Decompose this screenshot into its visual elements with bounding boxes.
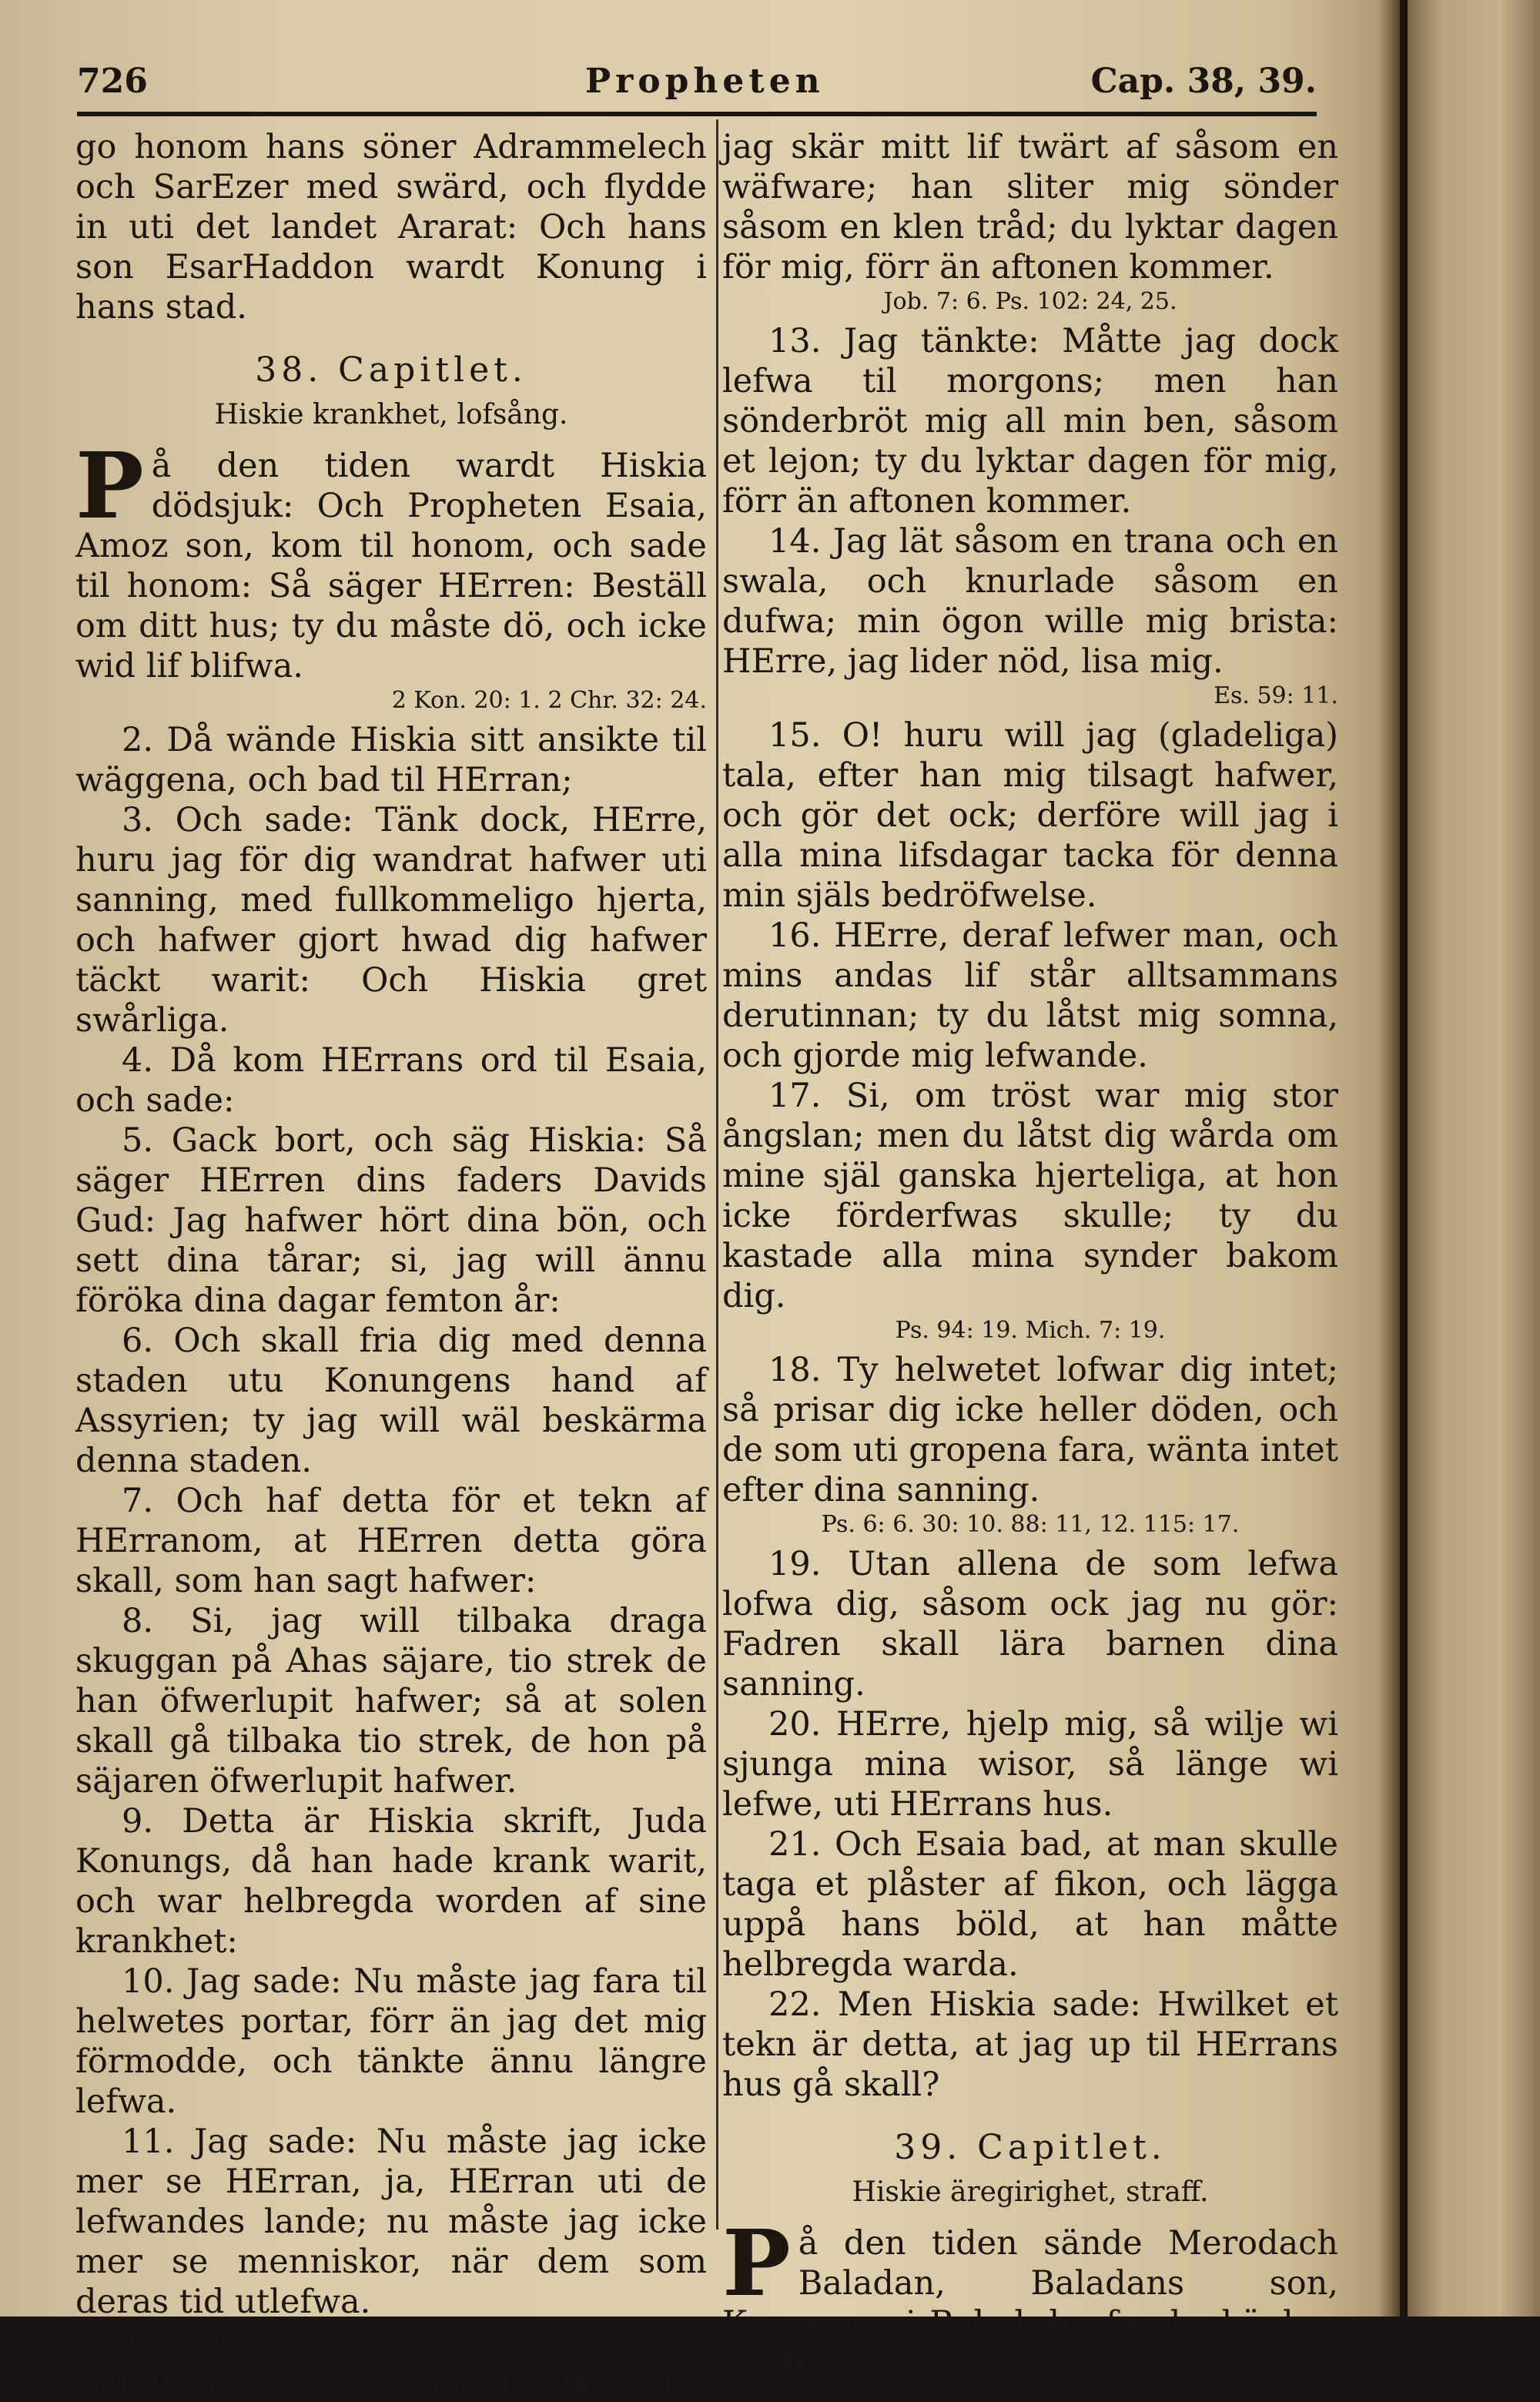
verse-13: 13. Jag tänkte: Måtte jag dock lefwa til morgons; men han sönderbröt mig all min ben, såsom et lejon; ty du lyktar dagen för mig, förr än aftonen kommer. — [722, 322, 1338, 521]
verse-15: 15. O! huru will jag (gladeliga) tala, efter han mig tilsagt hafwer, och gör det ock; derföre will jag i alla mina lifsdagar tacka för denna min själs bedröfwelse. — [722, 716, 1338, 915]
cross-reference: Ps. 94: 19. Mich. 7: 19. — [895, 1317, 1166, 1344]
verse-text: go honom hans söner Adrammelech och SarEzer med swärd, och flydde in uti det landet Ararat: Och hans son EsarHaddon wardt Konung i hans stad. — [75, 128, 707, 327]
facing-page-edge — [1408, 0, 1540, 2317]
header-rule — [77, 112, 1317, 116]
verse-6: 6. Och skall fria dig med denna staden utu Konungens hand af Assyrien; ty jag will wäl beskärma denna staden. — [75, 1322, 707, 1480]
verse-19: 19. Utan allena de som lefwa lofwa dig, såsom ock jag nu gör: Fadren skall lära barnen dina sanning. — [722, 1545, 1338, 1704]
verse-12-continued: jag skär mitt lif twärt af såsom en wäfware; han sliter mig sönder såsom en klen tråd; du lyktar dagen för mig, förr än aftonen kommer. — [722, 128, 1338, 286]
right-column — [722, 127, 1338, 2384]
verse-21: 21. Och Esaia bad, at man skulle taga et plåster af fikon, och lägga uppå hans böld, at han måtte helbregda warda. — [722, 1825, 1338, 1984]
verse-5: 5. Gack bort, och säg Hiskia: Så säger HErren dins faders Davids Gud: Jag hafwer hört dina bön, och sett dina tårar; si, jag will ännu föröka dina dagar femton år: — [75, 1121, 707, 1320]
chapter-reference: Cap. 38, 39. — [1090, 62, 1317, 101]
page-header — [77, 54, 1317, 108]
chapter-heading: 38. Capitlet. — [255, 350, 527, 390]
cross-reference: Job. 7: 6. Ps. 102: 24, 25. — [883, 288, 1177, 315]
chapter-summary: Hiskie äregirighet, straff. — [852, 2176, 1209, 2208]
column-divider — [716, 119, 718, 2229]
verse-20: 20. HErre, hjelp mig, så wilje wi sjunga mina wisor, så länge wi lefwe, uti HErrans hus. — [722, 1705, 1338, 1824]
verse-16: 16. HErre, deraf lefwer man, och mins andas lif står alltsammans derutinnan; ty du låtst mig somna, och gjorde mig lefwande. — [722, 916, 1338, 1075]
verse-22: 22. Men Hiskia sade: Hwilket et tekn är detta, at jag up til HErrans hus gå skall? — [722, 1985, 1338, 2104]
cross-reference: Es. 59: 11. — [1214, 682, 1338, 709]
cross-reference: Ps. 6: 6. 30: 10. 88: 11, 12. 115: 17. — [821, 1511, 1240, 1538]
left-column — [75, 127, 707, 2402]
verse-10: 10. Jag sade: Nu måste jag fara til helwetes portar, förr än jag det mig förmodde, och tänkte ännu längre lefwa. — [75, 1962, 707, 2121]
book-gutter-shadow — [1378, 0, 1409, 2317]
chapter-summary: Hiskie krankhet, lofsång. — [214, 399, 568, 430]
verse-3: 3. Och sade: Tänk dock, HErre, huru jag för dig wandrat hafwer uti sanning, med fullkommeligo hjerta, och hafwer gjort hwad dig hafwer täckt warit: Och Hiskia gret swårliga. — [75, 801, 707, 1040]
verse-9: 9. Detta är Hiskia skrift, Juda Konungs, då han hade krank warit, och war helbregda worden af sine krankhet: — [75, 1802, 707, 1961]
verse-1: På den tiden sände Merodach Baladan, Baladans son, Konungen i Babel, bref och skänker til Hiskia; ty — [722, 2209, 1338, 2383]
page-number: 726 — [77, 62, 148, 101]
verse-1: På den tiden wardt Hiskia dödsjuk: Och Propheten Esaia, Amoz son, kom til honom, och sade til honom: Så säger HErren: Beställ om ditt hus; ty du måste dö, och icke wid lif blifwa. — [75, 432, 707, 685]
verse-4: 4. Då kom HErrans ord til Esaia, och sade: — [75, 1041, 707, 1120]
verse-8: 8. Si, jag will tilbaka draga skuggan på Ahas säjare, tio strek de han öfwerlupit hafwer; så at solen skall gå tilbaka tio strek, de hon på säjaren öfwerlupit hafwer. — [75, 1602, 707, 1801]
verse-11: 11. Jag sade: Nu måste jag icke mer se HErran, ja, HErran uti de lefwandes lande; nu måste jag icke mer se menniskor, när dem som deras tid utlefwa. — [75, 2122, 707, 2321]
verse-2: 2. Då wände Hiskia sitt ansikte til wäggena, och bad til HErran; — [75, 721, 707, 799]
cross-reference: 2 Kon. 20: 1. 2 Chr. 32: 24. — [391, 687, 707, 714]
chapter-heading: 39. Capitlet. — [894, 2128, 1167, 2167]
verse-12: 12. Min tid är borto, och ifrå mig tagen, såsom ens herdas hydda; och — [75, 2323, 707, 2401]
verse-7: 7. Och haf detta för et tekn af HErranom, at HErren detta göra skall, som han sagt hafwer: — [75, 1482, 707, 1600]
verse-17: 17. Si, om tröst war mig stor ångslan; men du låtst dig wårda om mine själ ganska hjerteliga, at hon icke förderfwas skulle; ty du kastade alla mina synder bakom dig. — [722, 1077, 1338, 1315]
verse-18: 18. Ty helwetet lofwar dig intet; så prisar dig icke heller döden, och de som uti gropena fara, wänta intet efter dina sanning. — [722, 1351, 1338, 1509]
running-title: Propheten — [585, 62, 825, 101]
verse-14: 14. Jag lät såsom en trana och en swala, och knurlade såsom en dufwa; min ögon wille mig brista: HErre, jag lider nöd, lisa mig. — [722, 522, 1338, 681]
